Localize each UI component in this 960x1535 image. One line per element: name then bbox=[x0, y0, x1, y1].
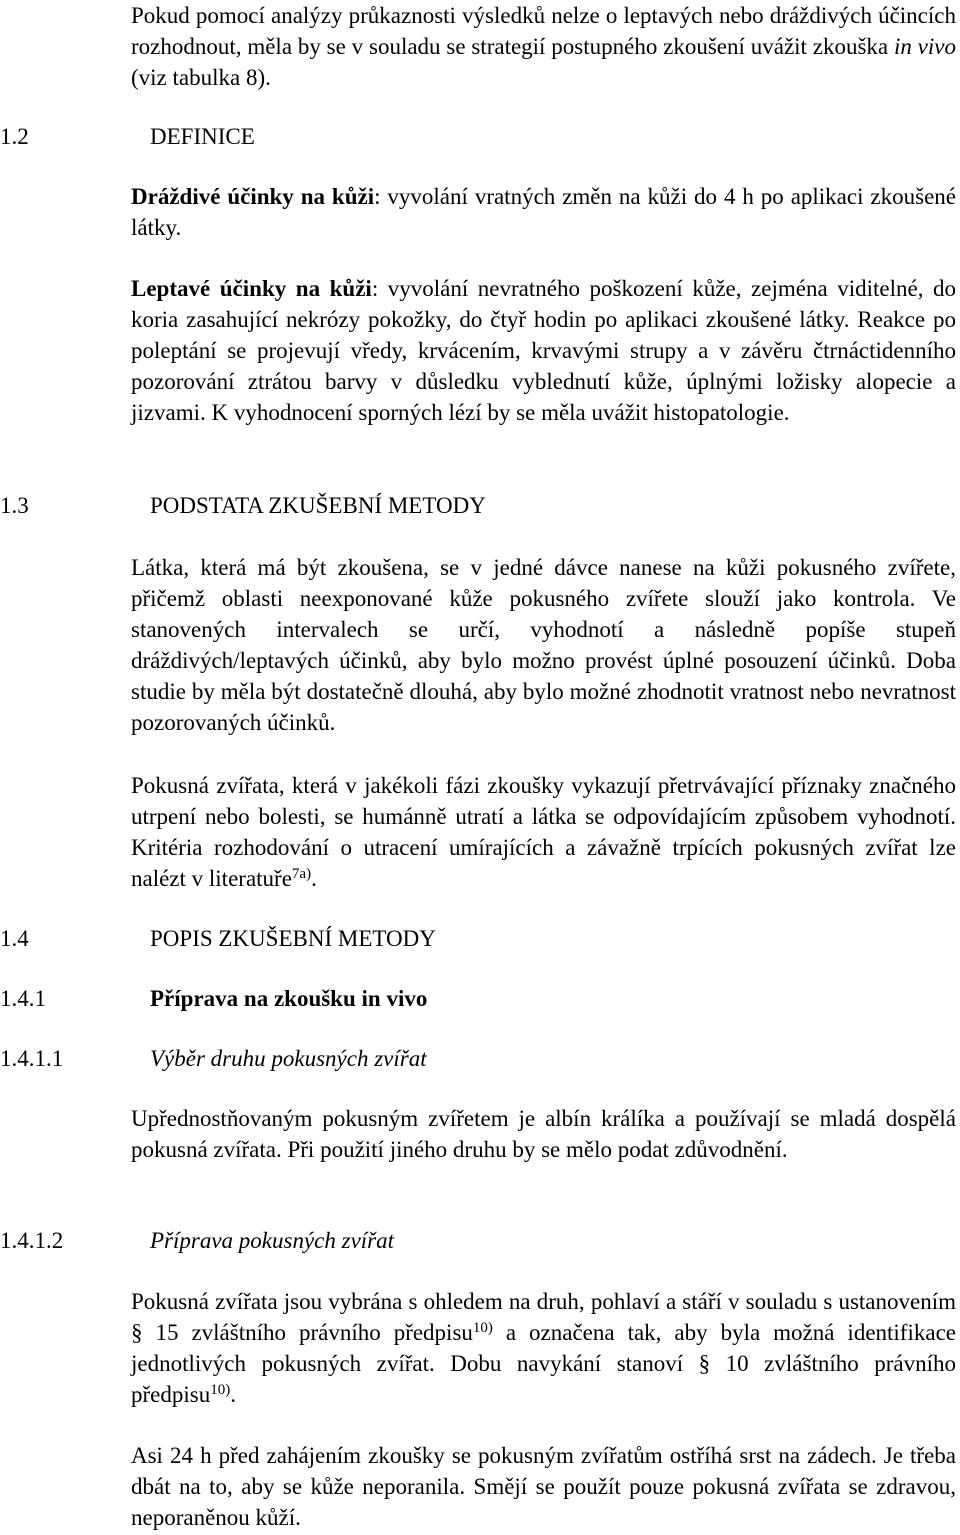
preparation-paragraph-1 bbox=[131, 1286, 956, 1410]
definition-irritation bbox=[131, 181, 956, 243]
footnote-ref-10-b: 10) bbox=[210, 1382, 231, 1398]
definition-irritation-term: Dráždivé účinky na kůži bbox=[131, 184, 375, 209]
section-1-2-title: DEFINICE bbox=[150, 124, 255, 149]
preparation-text-1: Pokusná zvířata jsou vybrána s ohledem na druh, pohlaví a stáří v souladu s ustanovením § 15 zvláštního právního předpisu bbox=[131, 1289, 956, 1345]
section-1-4-1-1-title: Výběr druhu pokusných zvířat bbox=[150, 1046, 427, 1071]
preparation-text-2: a označena tak, aby byla možná identifikace jednotlivých pokusných zvířat. Dobu navykání stanoví § 10 zvláštního právního předpisu bbox=[131, 1320, 956, 1407]
species-paragraph: Upřednostňovaným pokusným zvířetem je albín králíka a používají se mladá dospělá pokusná zvířata. Při použití jiného druhu by se mělo podat zdůvodnění. bbox=[131, 1106, 956, 1162]
section-1-4-title: POPIS ZKUŠEBNÍ METODY bbox=[150, 926, 436, 951]
section-1-2-number: 1.2 bbox=[0, 124, 29, 149]
principle-paragraph-2-end: . bbox=[311, 866, 317, 891]
intro-paragraph bbox=[131, 0, 956, 93]
preparation-paragraph-2: Asi 24 h před zahájením zkoušky se pokusným zvířatům ostříhá srst na zádech. Je třeba dbát na to, aby se kůže neporanila. Smějí se použít pouze pokusná zvířata se zdravou, neporaněnou kůží. bbox=[131, 1443, 956, 1530]
definition-corrosion-text: : vyvolání nevratného poškození kůže, zejména viditelné, do koria zasahující nekrózy pokožky, do čtyř hodin po aplikaci zkoušené látky. Reakce po poleptání se projevují vředy, krvácením, krvavými strupy a v závěru čtrnáctidenního pozorování ztrátou barvy v důsledku vyblednutí kůže, úplnými ložisky alopecie a jizvami. K vyhodnocení sporných lézí by se měla uvážit histopatologie. bbox=[131, 276, 956, 425]
section-1-3-title: PODSTATA ZKUŠEBNÍ METODY bbox=[150, 493, 486, 518]
section-1-4-1-title: Příprava na zkoušku in vivo bbox=[150, 986, 428, 1011]
section-1-4-1-2-number: 1.4.1.2 bbox=[0, 1228, 64, 1253]
intro-text-2: (viz tabulka 8). bbox=[131, 65, 271, 90]
principle-paragraph-1: Látka, která má být zkoušena, se v jedné dávce nanese na kůži pokusného zvířete, přičemž oblasti neexponované kůže pokusného zvířete slouží jako kontrola. Ve stanovených intervalech se určí, vyhodnotí a následně popíše stupeň dráždivých/leptavých účinků, aby bylo možno provést úplné posouzení účinků. Doba studie by měla být dostatečně dlouhá, aby bylo možné zhodnotit vratnost nebo nevratnost pozorovaných účinků. bbox=[131, 555, 956, 735]
definition-irritation-text: : vyvolání vratných změn na kůži do 4 h po aplikaci zkoušené látky. bbox=[131, 184, 956, 240]
principle-paragraph-2 bbox=[131, 770, 956, 894]
section-1-3-number: 1.3 bbox=[0, 493, 29, 518]
section-1-4-1-2-title: Příprava pokusných zvířat bbox=[150, 1228, 395, 1253]
section-1-4-number: 1.4 bbox=[0, 926, 29, 951]
principle-paragraph-2-text: Pokusná zvířata, která v jakékoli fázi zkoušky vykazují přetrvávající příznaky značného utrpení nebo bolesti, se humánně utratí a látka se odpovídajícím způsobem vyhodnotí. Kritéria rozhodování o utracení umírajících a závažně trpících pokusných zvířat lze nalézt v literatuře bbox=[131, 773, 956, 891]
intro-text-1: Pokud pomocí analýzy průkaznosti výsledků nelze o leptavých nebo dráždivých účincích rozhodnout, měla by se v souladu se strategií postupného zkoušení uvážit zkouška bbox=[131, 3, 956, 59]
definition-corrosion-term: Leptavé účinky na kůži bbox=[131, 276, 372, 301]
preparation-text-3: . bbox=[230, 1382, 236, 1407]
footnote-ref-7a: 7a) bbox=[291, 866, 312, 882]
section-1-4-1-1-number: 1.4.1.1 bbox=[0, 1046, 64, 1071]
definition-corrosion bbox=[131, 273, 956, 428]
footnote-ref-10-a: 10) bbox=[472, 1320, 493, 1336]
intro-text-italic: in vivo bbox=[893, 34, 956, 59]
section-1-4-1-number: 1.4.1 bbox=[0, 986, 46, 1011]
